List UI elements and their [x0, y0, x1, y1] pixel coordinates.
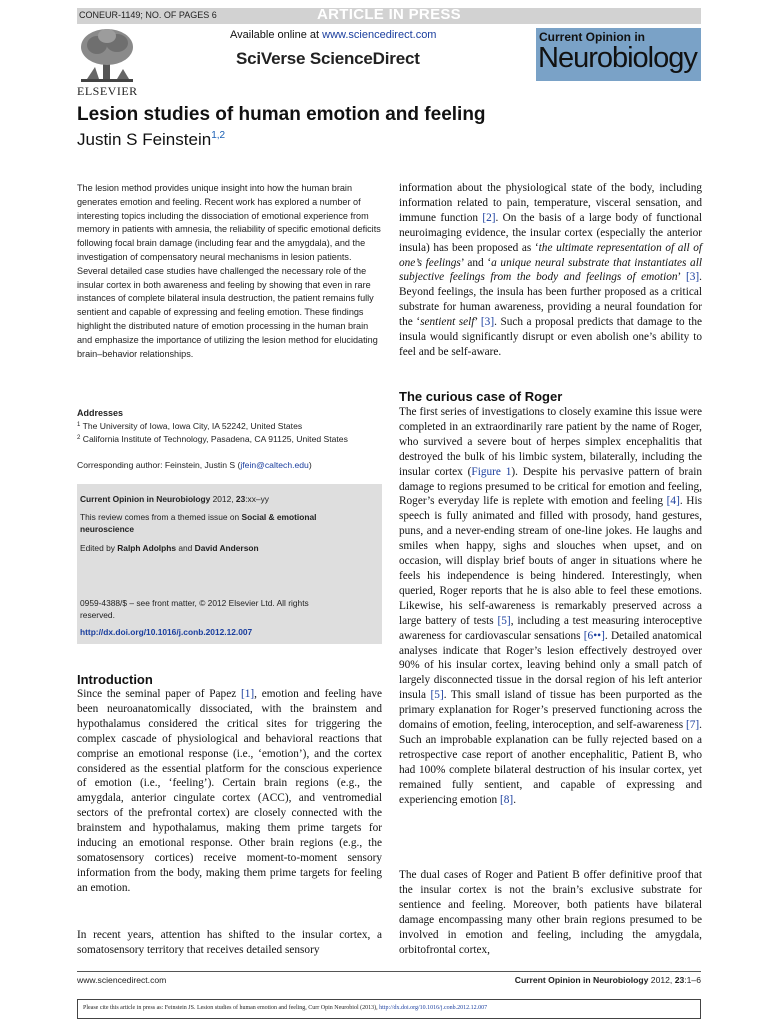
- infobox-journal-line: [80, 494, 269, 504]
- cite-text: Please cite this article in press as: Feinstein JS. Lesion studies of human emotion and feeling, Curr Opin Neurobiol (2013),: [83, 1005, 380, 1011]
- journal-badge-line2: Neurobiology: [538, 42, 697, 74]
- addresses-label: Addresses: [77, 408, 124, 418]
- address-2-number: 2: [77, 435, 81, 441]
- corresponding-prefix: Corresponding author: Feinstein, Justin S (: [77, 460, 241, 470]
- corresponding-author: [77, 460, 312, 470]
- footer-year: 2012,: [648, 975, 675, 985]
- infobox-doi-link[interactable]: http://dx.doi.org/10.1016/j.conb.2012.12.007: [80, 627, 253, 637]
- author-affiliation-marks[interactable]: 1,2: [211, 130, 226, 141]
- address-2: [77, 434, 348, 444]
- infobox-editors-line: [80, 543, 259, 553]
- infobox-year: 2012,: [210, 494, 236, 504]
- cite-text-line: [83, 1005, 487, 1011]
- elsevier-wordmark: ELSEVIER: [77, 84, 138, 98]
- introduction-paragraph-1: Since the seminal paper of Papez [1], emotion and feeling have been neuroanatomically dissociated, with the brainstem and hypothalamus considered the critical sites for triggering the complex cascade of physiological and behavioral reactions that comprise an emotional response (i.e., ‘emotion’), and the cortex considered as the essential platform for the conscious experience of emotion (i.e., ‘feeling’). Certain brain regions (e.g., the amygdala, anterior cingulate cortex (ACC), and ventromedial sectors of the prefrontal cortex) are closely connected with the brainstem and hypothalamus, making them prime targets for inducing an emotional response. Other brain regions (e.g., the somatosensory cortices) receive moment-to-moment sensory information from the body, making them prime targets for feeling an emotion.: [77, 688, 382, 894]
- introduction-paragraph-2: In recent years, attention has shifted to the insular cortex, a somatosensory territory that receives detailed sensory: [77, 929, 382, 956]
- cite-this-article-box: [77, 999, 701, 1019]
- footer-journal: Current Opinion in Neurobiology: [514, 975, 649, 985]
- infobox-themed-prefix: This review comes from a themed issue on: [80, 512, 242, 522]
- address-2-text: California Institute of Technology, Pasadena, CA 91125, United States: [80, 434, 348, 444]
- right-column-paragraph-1: information about the physiological state of the body, including information related to pain, temperature, visceral sensation, and immune function [2]. On the basis of a large body of functional neuroimaging evidence, the insular cortex (especially the anterior insula) has been proposed as ‘the ultimate representation of all of one’s feelings’ and ‘a unique neural substrate that instantiates all subjective feelings from the body and feelings of emotion’ [3]. Beyond feelings, the insula has been further proposed as a critical substrate for human awareness, providing a neural foundation for the ‘sentient self’ [3]. Such a proposal predicts that damage to the insula would significantly disrupt or even abolish one’s ability to feel and be self-aware.: [399, 182, 703, 358]
- infobox-edited-prefix: Edited by: [80, 543, 118, 553]
- roger-paragraph-2: The dual cases of Roger and Patient B offer definitive proof that the insular cortex is not the brain’s exclusive substrate for sentience and feeling. Moreover, both patients have bilateral damage encompassing many other brain regions presumed to be involved in emotion and feeling, including the amygdala, orbitofrontal cortex,: [399, 869, 702, 956]
- sciencedirect-link[interactable]: www.sciencedirect.com: [322, 29, 437, 41]
- article-info-box: [77, 484, 382, 644]
- footer-rule: [77, 971, 701, 972]
- footer-volume: 23: [674, 975, 685, 985]
- sciverse-logo: SciVerse ScienceDirect: [236, 49, 420, 68]
- address-1: [77, 421, 302, 431]
- infobox-volume: 23: [235, 494, 246, 504]
- infobox-copyright-1: 0959-4388/$ – see front matter, © 2012 Elsevier Ltd. All rights: [80, 598, 309, 608]
- footer-citation: [515, 975, 701, 985]
- footer-sciencedirect-link[interactable]: www.sciencedirect.com: [77, 975, 167, 985]
- infobox-themed-line-2: [80, 524, 134, 534]
- elsevier-tree-logo-icon: [77, 27, 137, 83]
- infobox-themed-topic-2: neuroscience: [80, 524, 134, 534]
- infobox-editor-2: David Anderson: [194, 543, 259, 553]
- infobox-copyright-2: reserved.: [80, 610, 115, 620]
- footer-pages: :1–6: [684, 975, 701, 985]
- author-name: Justin S Feinstein: [77, 130, 212, 149]
- introduction-heading: Introduction: [77, 672, 153, 687]
- infobox-editor-1: Ralph Adolphs: [117, 543, 177, 553]
- infobox-journal: Current Opinion in Neurobiology: [80, 494, 211, 504]
- infobox-edited-and: and: [176, 543, 195, 553]
- top-status-bar: [77, 8, 701, 24]
- available-prefix: Available online at: [230, 29, 323, 41]
- corresponding-email-link[interactable]: jfein@caltech.edu: [240, 460, 309, 470]
- author-line: [77, 130, 225, 150]
- journal-badge: [536, 28, 701, 81]
- available-online-line: [230, 29, 436, 41]
- infobox-themed-topic-1: Social & emotional: [241, 512, 317, 522]
- manuscript-id: CONEUR-1149; NO. OF PAGES 6: [79, 10, 217, 20]
- infobox-themed-line: [80, 512, 316, 522]
- infobox-pages: :xx–yy: [245, 494, 269, 504]
- article-in-press-label: ARTICLE IN PRESS: [317, 6, 461, 23]
- cite-doi-link[interactable]: http://dx.doi.org/10.1016/j.conb.2012.12.007: [379, 1005, 488, 1011]
- address-1-text: The University of Iowa, Iowa City, IA 52242, United States: [80, 421, 303, 431]
- roger-paragraph-1: The first series of investigations to closely examine this issue were completed in an extraordinarily rare patient by the name of Roger, who survived a severe bout of herpes simplex encephalitis that destroyed the bulk of his limbic system, bilaterally, including the insular cortex (Figure 1). Despite his pervasive pattern of brain damage to regions presumed to be critical for emotion and feeling, Roger’s everyday life is replete with emotion and feeling [4]. His speech is fully animated and filled with prosody, hand gestures, puns, and a never-ending stream of one-line jokes. He laughs and smiles when happy, sighs and slouches when upset, and on occasion, will display brief bouts of anger in situations where he feels his independence is being hindered. Interestingly, when queried, Roger reports that he is also able to feel these emotions. Likewise, his self-awareness is remarkably preserved across a large battery of tests [5], including a test measuring interoceptive awareness for cardiovascular sensations [6••]. Detailed anatomical analyses indicate that Roger’s lesion effectively destroyed over 90% of his insular cortex, leaving behind only a small patch of largely disconnected tissue in the dorsal region of his left anterior insula [5]. This small island of tissue has been purported as the primary explanation for Roger’s preserved functioning across the domains of emotion, feeling, interoception, and self-awareness [7]. Such an improbable explanation can be fully rejected based on a retrospective case report of another encephalitic, Patient B, who had 100% complete bilateral destruction of his insular cortex, yet remained fully sentient, and capable of expressing and experiencing emotion [8].: [399, 406, 703, 806]
- abstract: The lesion method provides unique insight into how the human brain generates emotion and feeling. Recent work has explored a number of interesting topics including the dissociation of emotional experience from memory in patients with amnesia, the reliability of specific emotional deficits following focal brain damage (including fear and the amygdala), and the investigation of compensatory neural mechanisms in lesion patients. Several detailed case studies have challenged the necessary role of the insular cortex in both awareness and feeling by showing that even in rare instances of complete bilateral insula destruction, the patient remains fully sentient and capable of expressing and feeling emotion. These findings highlight the distributed nature of emotion processing in the human brain and emphasize the importance of utilizing the lesion method for elucidating brain–behavior relationships.: [77, 183, 381, 359]
- corresponding-suffix: ): [308, 460, 312, 470]
- article-title: Lesion studies of human emotion and feeling: [77, 104, 486, 125]
- roger-section-heading: The curious case of Roger: [399, 389, 563, 404]
- address-1-number: 1: [77, 422, 81, 428]
- journal-badge-line1: Current Opinion in: [539, 30, 645, 44]
